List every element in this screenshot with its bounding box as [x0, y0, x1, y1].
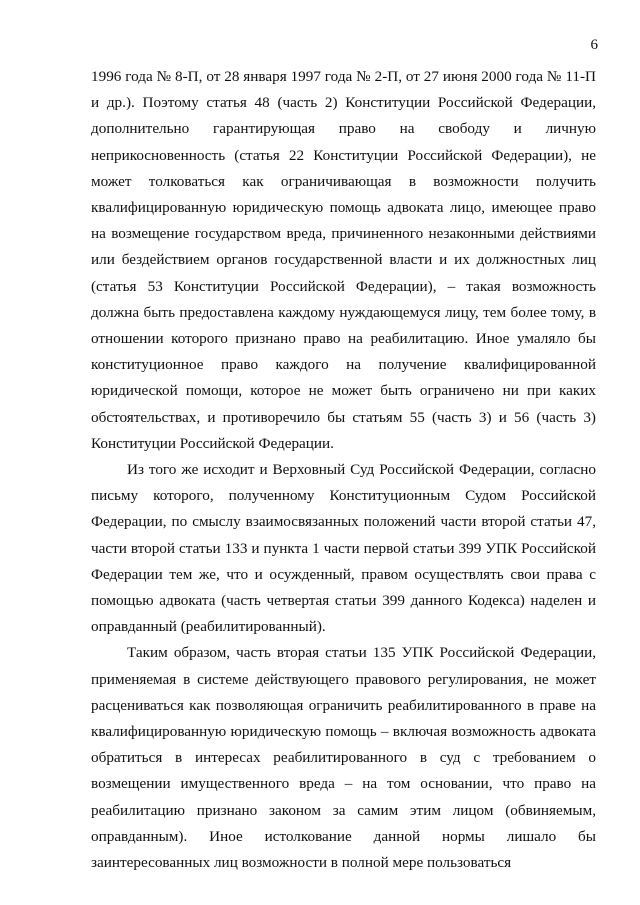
- paragraph-supreme-court: Из того же исходит и Верховный Суд Российской Федерации, согласно письму которого, полученному Конституционным Судом Российской Федерации, по смыслу взаимосвязанных положений части второй статьи 47, части второй статьи 133 и пункта 1 части первой статьи 399 УПК Российской Федерации тем же, что и осужденный, правом осуществлять свои права с помощью адвоката (часть четвертая статьи 399 данного Кодекса) наделен и оправданный (реабилитированный).: [91, 461, 596, 636]
- paragraph-conclusion: Таким образом, часть вторая статьи 135 УПК Российской Федерации, применяемая в системе действующего правового регулирования, не может расцениваться как позволяющая ограничить реабилитированного в праве на квалифицированную юридическую помощь – включая возможность адвоката обратиться в интересах реабилитированного в суд с требованием о возмещении имущественного вреда – на том основании, что право на реабилитацию признано законом за самим этим лицом (обвиняемым, оправданным). Иное истолкование данной нормы лишало бы заинтересованных лиц возможности в полной мере пользоваться: [91, 644, 596, 872]
- paragraph-continuation: 1996 года № 8-П, от 28 января 1997 года № 2-П, от 27 июня 2000 года № 11-П и др.). Поэтому статья 48 (часть 2) Конституции Российской Федерации, дополнительно гарантирующая право на свободу и личную неприкосновенность (статья 22 Конституции Российской Федерации), не может толковаться как ограничивающая в возможности получить квалифицированную юридическую помощь адвоката лицо, имеющее право на возмещение государством вреда, причиненного незаконными действиями или бездействием органов государственной власти и их должностных лиц (статья 53 Конституции Российской Федерации), – такая возможность должна быть предоставлена каждому нуждающемуся лицу, тем более тому, в отношении которого признано право на реабилитацию. Иное умаляло бы конституционное право каждого на получение квалифицированной юридической помощи, которое не может быть ограничено ни при каких обстоятельствах, и противоречило бы статьям 55 (часть 3) и 56 (часть 3) Конституции Российской Федерации.: [91, 68, 596, 452]
- document-body: [91, 64, 596, 876]
- page-number: 6: [590, 37, 598, 53]
